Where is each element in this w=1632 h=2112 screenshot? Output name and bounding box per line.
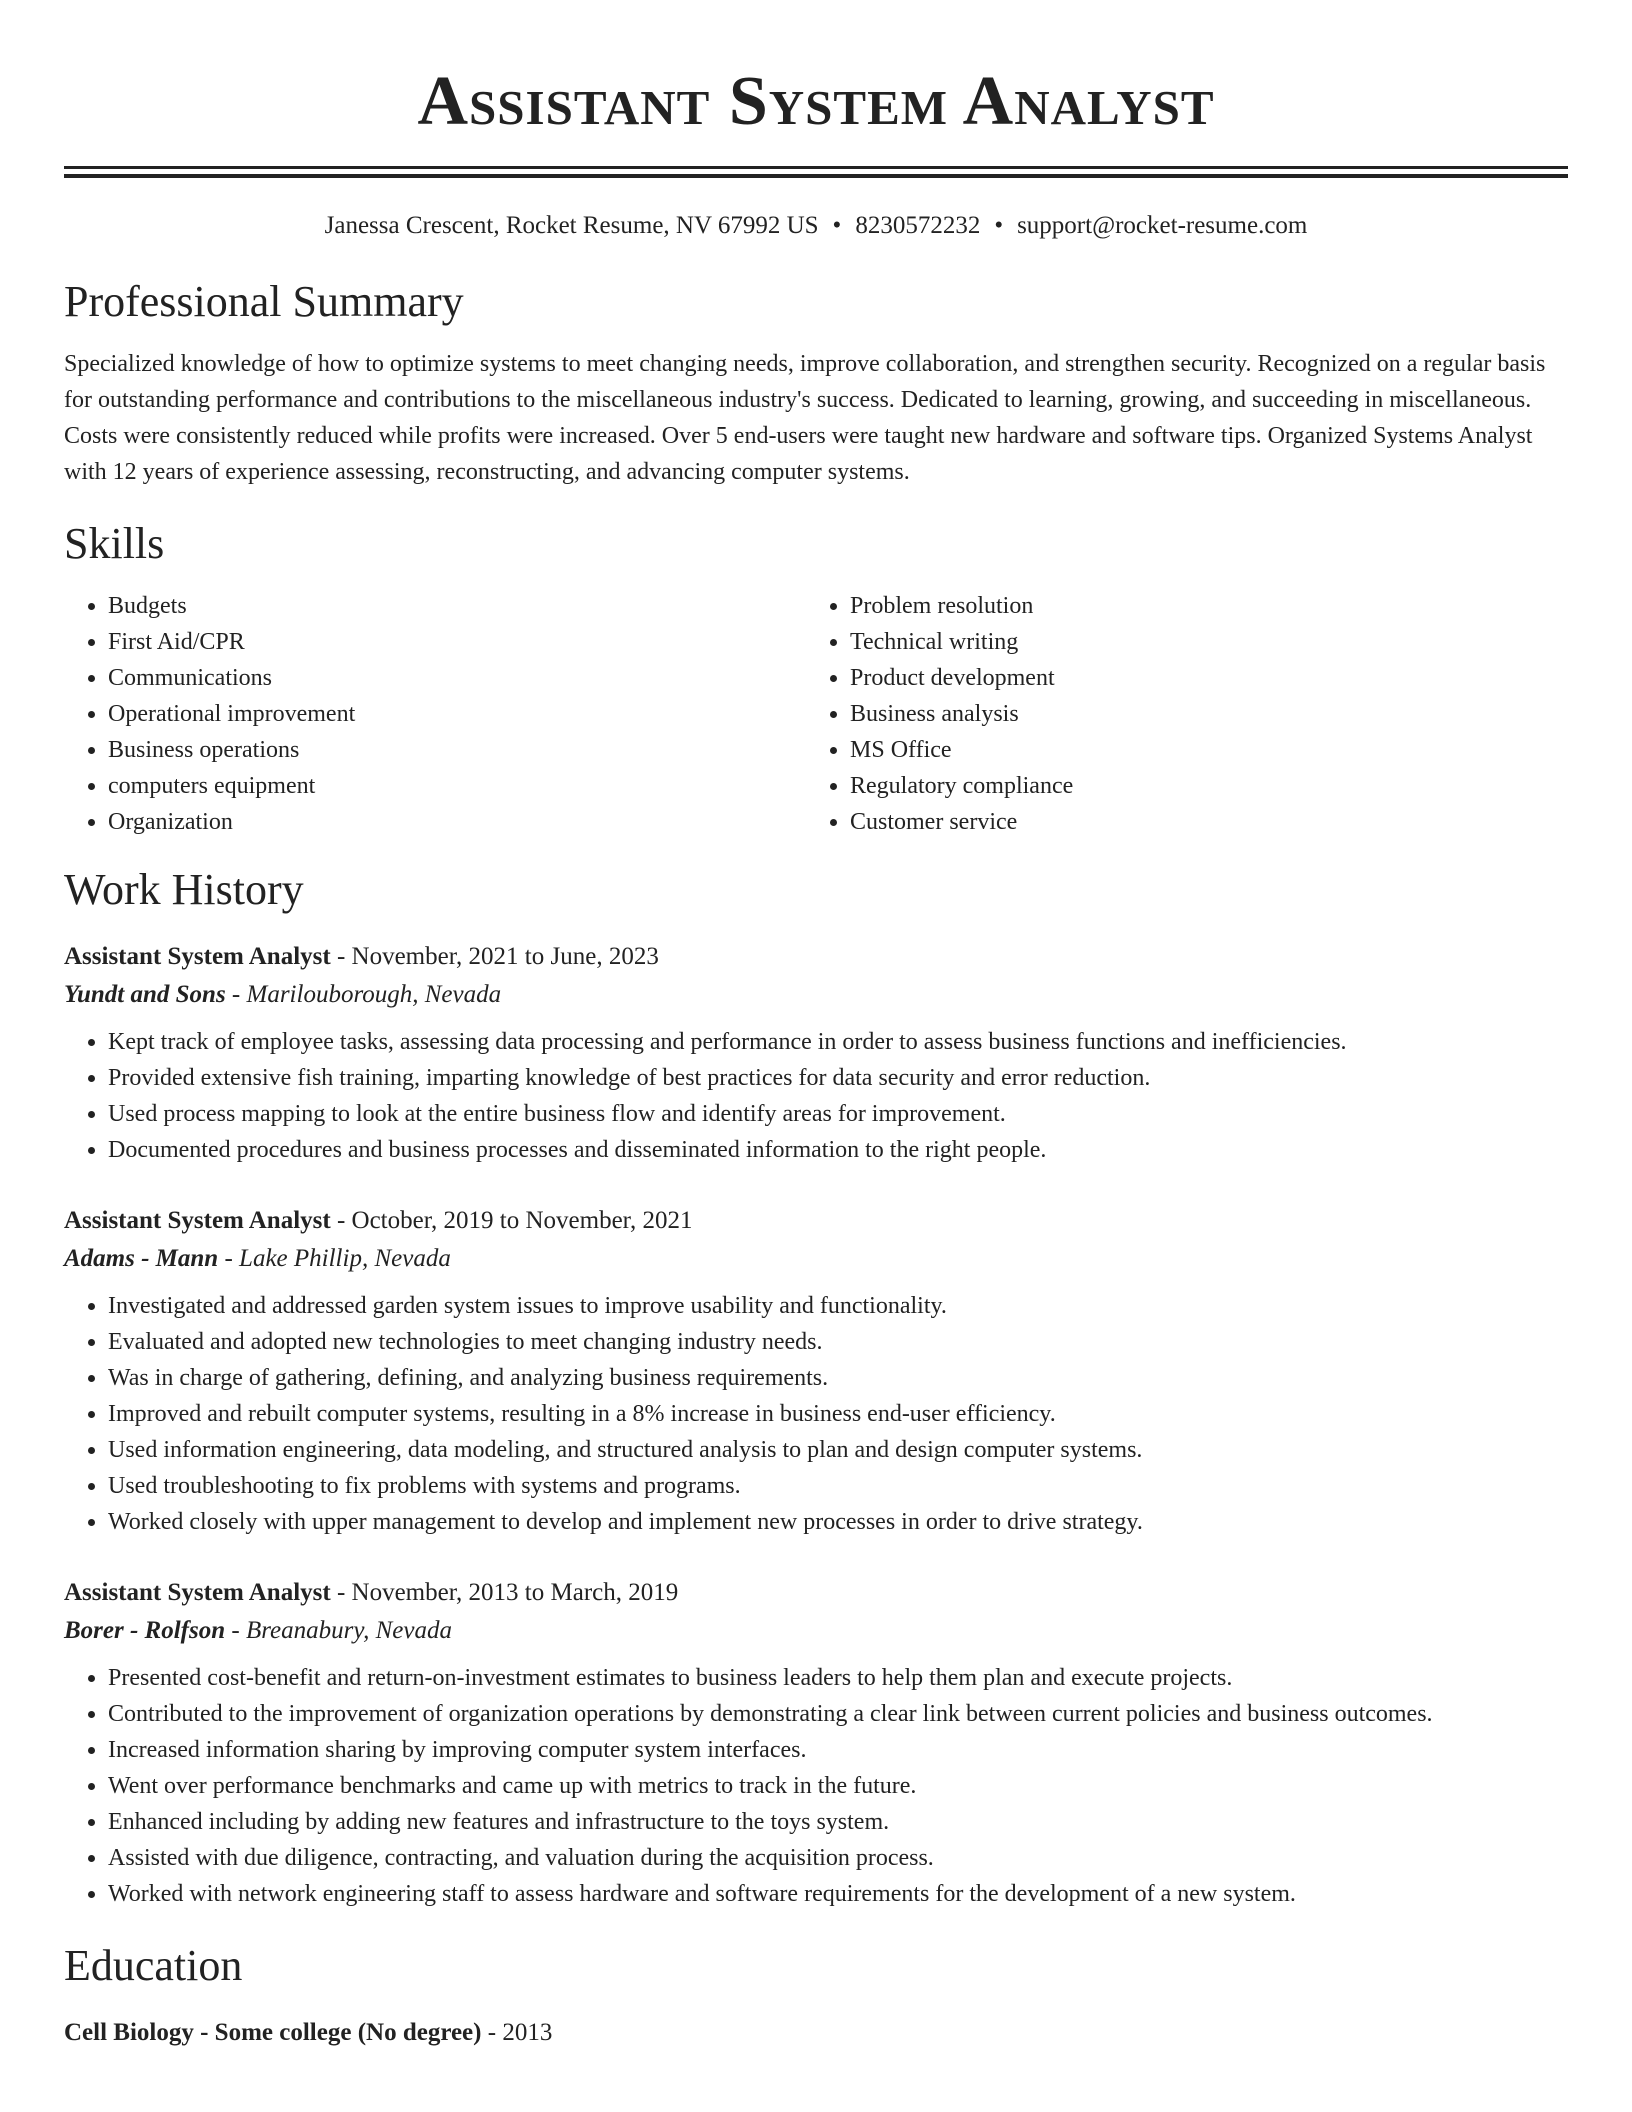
job-bullet: • Used information engineering, data modeling, and structured analysis to plan and design computer systems. bbox=[108, 1432, 1568, 1468]
job-bullet: • Enhanced including by adding new features and infrastructure to the toys system. bbox=[108, 1804, 1568, 1840]
skill-item: • Regulatory compliance bbox=[850, 768, 1548, 804]
job-dates: November, 2013 to March, 2019 bbox=[351, 1579, 679, 1606]
job-location: Breanabury, Nevada bbox=[245, 1617, 452, 1644]
education-year: 2013 bbox=[502, 2019, 553, 2046]
job-title-line: Assistant System Analyst - October, 2019 to November, 2021 bbox=[64, 1207, 693, 1234]
job-bullet: • Contributed to the improvement of organization operations by demonstrating a clear link between current policies and business outcomes. bbox=[108, 1696, 1568, 1732]
job-bullet: • Used process mapping to look at the entire business flow and identify areas for improvement. bbox=[108, 1096, 1568, 1132]
education-degree: Cell Biology - Some college (No degree) bbox=[64, 2019, 482, 2046]
skill-item: • Product development bbox=[850, 660, 1548, 696]
skills-left-column bbox=[64, 588, 806, 840]
job-entry bbox=[64, 938, 1568, 1168]
job-company: Adams - Mann bbox=[64, 1245, 219, 1272]
job-bullet: • Was in charge of gathering, defining, and analyzing business requirements. bbox=[108, 1360, 1568, 1396]
contact-line bbox=[64, 210, 1568, 242]
job-bullet: • Evaluated and adopted new technologies to meet changing industry needs. bbox=[108, 1324, 1568, 1360]
skill-item: • Organization bbox=[108, 804, 806, 840]
skill-item: • First Aid/CPR bbox=[108, 624, 806, 660]
skill-item: • Technical writing bbox=[850, 624, 1548, 660]
job-bullet: • Worked with network engineering staff to assess hardware and software requirements for the development of a new system. bbox=[108, 1876, 1568, 1912]
job-location: Marilouborough, Nevada bbox=[246, 981, 502, 1008]
job-bullet: • Presented cost-benefit and return-on-investment estimates to business leaders to help them plan and execute projects. bbox=[108, 1660, 1568, 1696]
skills-columns bbox=[64, 588, 1568, 840]
skills-right-column bbox=[806, 588, 1548, 840]
skills-section bbox=[64, 518, 1568, 840]
contact-email: support@rocket-resume.com bbox=[1017, 212, 1308, 239]
job-bullets bbox=[64, 1288, 1568, 1540]
job-location: Lake Phillip, Nevada bbox=[239, 1245, 451, 1272]
contact-phone: 8230572232 bbox=[855, 212, 981, 239]
job-bullets bbox=[64, 1024, 1568, 1168]
resume-title: Assistant System Analyst bbox=[417, 63, 1215, 140]
summary-text: Specialized knowledge of how to optimize systems to meet changing needs, improve collaboration, and strengthen security. Recognized on a regular basis for outstanding performance and contributions to the miscellaneous industry's success. Dedicated to learning, growing, and succeeding in miscellaneous. Costs were consistently reduced while profits were increased. Over 5 end-users were taught new hardware and software tips. Organized Systems Analyst with 12 years of experience assessing, reconstructing, and advancing computer systems. bbox=[64, 351, 1546, 485]
skill-item: • Communications bbox=[108, 660, 806, 696]
skill-item: • MS Office bbox=[850, 732, 1548, 768]
job-company: Borer - Rolfson bbox=[64, 1617, 226, 1644]
skill-item: • Business analysis bbox=[850, 696, 1548, 732]
contact-separator: • bbox=[832, 212, 842, 239]
job-bullet: • Worked closely with upper management to develop and implement new processes in order to drive strategy. bbox=[108, 1504, 1568, 1540]
job-bullet: • Provided extensive fish training, imparting knowledge of best practices for data security and error reduction. bbox=[108, 1060, 1568, 1096]
job-bullet: • Assisted with due diligence, contracting, and valuation during the acquisition process. bbox=[108, 1840, 1568, 1876]
summary-heading: Professional Summary bbox=[64, 277, 464, 326]
job-company-line: Yundt and Sons - Marilouborough, Nevada bbox=[64, 981, 502, 1008]
resume-page bbox=[64, 0, 1568, 2052]
job-bullet: • Investigated and addressed garden system issues to improve usability and functionality. bbox=[108, 1288, 1568, 1324]
work-history-heading: Work History bbox=[64, 865, 304, 914]
education-section bbox=[64, 1940, 1568, 2052]
job-entry bbox=[64, 1574, 1568, 1912]
job-bullet: • Improved and rebuilt computer systems, resulting in a 8% increase in business end-user efficiency. bbox=[108, 1396, 1568, 1432]
skill-item: • Operational improvement bbox=[108, 696, 806, 732]
job-company-line: Borer - Rolfson - Breanabury, Nevada bbox=[64, 1617, 452, 1644]
job-bullet: • Kept track of employee tasks, assessing data processing and performance in order to assess business functions and inefficiencies. bbox=[108, 1024, 1568, 1060]
title-divider bbox=[64, 166, 1568, 178]
job-title-line: Assistant System Analyst - November, 2013 to March, 2019 bbox=[64, 1579, 679, 1606]
job-bullet: • Increased information sharing by improving computer system interfaces. bbox=[108, 1732, 1568, 1768]
job-company-line: Adams - Mann - Lake Phillip, Nevada bbox=[64, 1245, 451, 1272]
summary-section bbox=[64, 276, 1568, 490]
job-bullet: • Used troubleshooting to fix problems with systems and programs. bbox=[108, 1468, 1568, 1504]
skill-item: • Problem resolution bbox=[850, 588, 1548, 624]
job-title: Assistant System Analyst bbox=[64, 1207, 331, 1234]
job-dates: November, 2021 to June, 2023 bbox=[351, 943, 659, 970]
skill-item: • Budgets bbox=[108, 588, 806, 624]
skill-item: • Business operations bbox=[108, 732, 806, 768]
education-entry: Cell Biology - Some college (No degree) - 2013 bbox=[64, 2019, 553, 2046]
job-entry bbox=[64, 1202, 1568, 1540]
job-title: Assistant System Analyst bbox=[64, 943, 331, 970]
job-title: Assistant System Analyst bbox=[64, 1579, 331, 1606]
work-history-section bbox=[64, 864, 1568, 1912]
contact-separator: • bbox=[994, 212, 1004, 239]
job-bullet: • Went over performance benchmarks and came up with metrics to track in the future. bbox=[108, 1768, 1568, 1804]
job-title-line: Assistant System Analyst - November, 2021 to June, 2023 bbox=[64, 943, 659, 970]
education-heading: Education bbox=[64, 1941, 243, 1990]
skill-item: • Customer service bbox=[850, 804, 1548, 840]
job-bullet: • Documented procedures and business processes and disseminated information to the right people. bbox=[108, 1132, 1568, 1168]
contact-address: Janessa Crescent, Rocket Resume, NV 67992 US bbox=[324, 212, 819, 239]
job-dates: October, 2019 to November, 2021 bbox=[351, 1207, 693, 1234]
job-bullets bbox=[64, 1660, 1568, 1912]
job-company: Yundt and Sons bbox=[64, 981, 226, 1008]
skills-heading: Skills bbox=[64, 519, 165, 568]
skill-item: • computers equipment bbox=[108, 768, 806, 804]
